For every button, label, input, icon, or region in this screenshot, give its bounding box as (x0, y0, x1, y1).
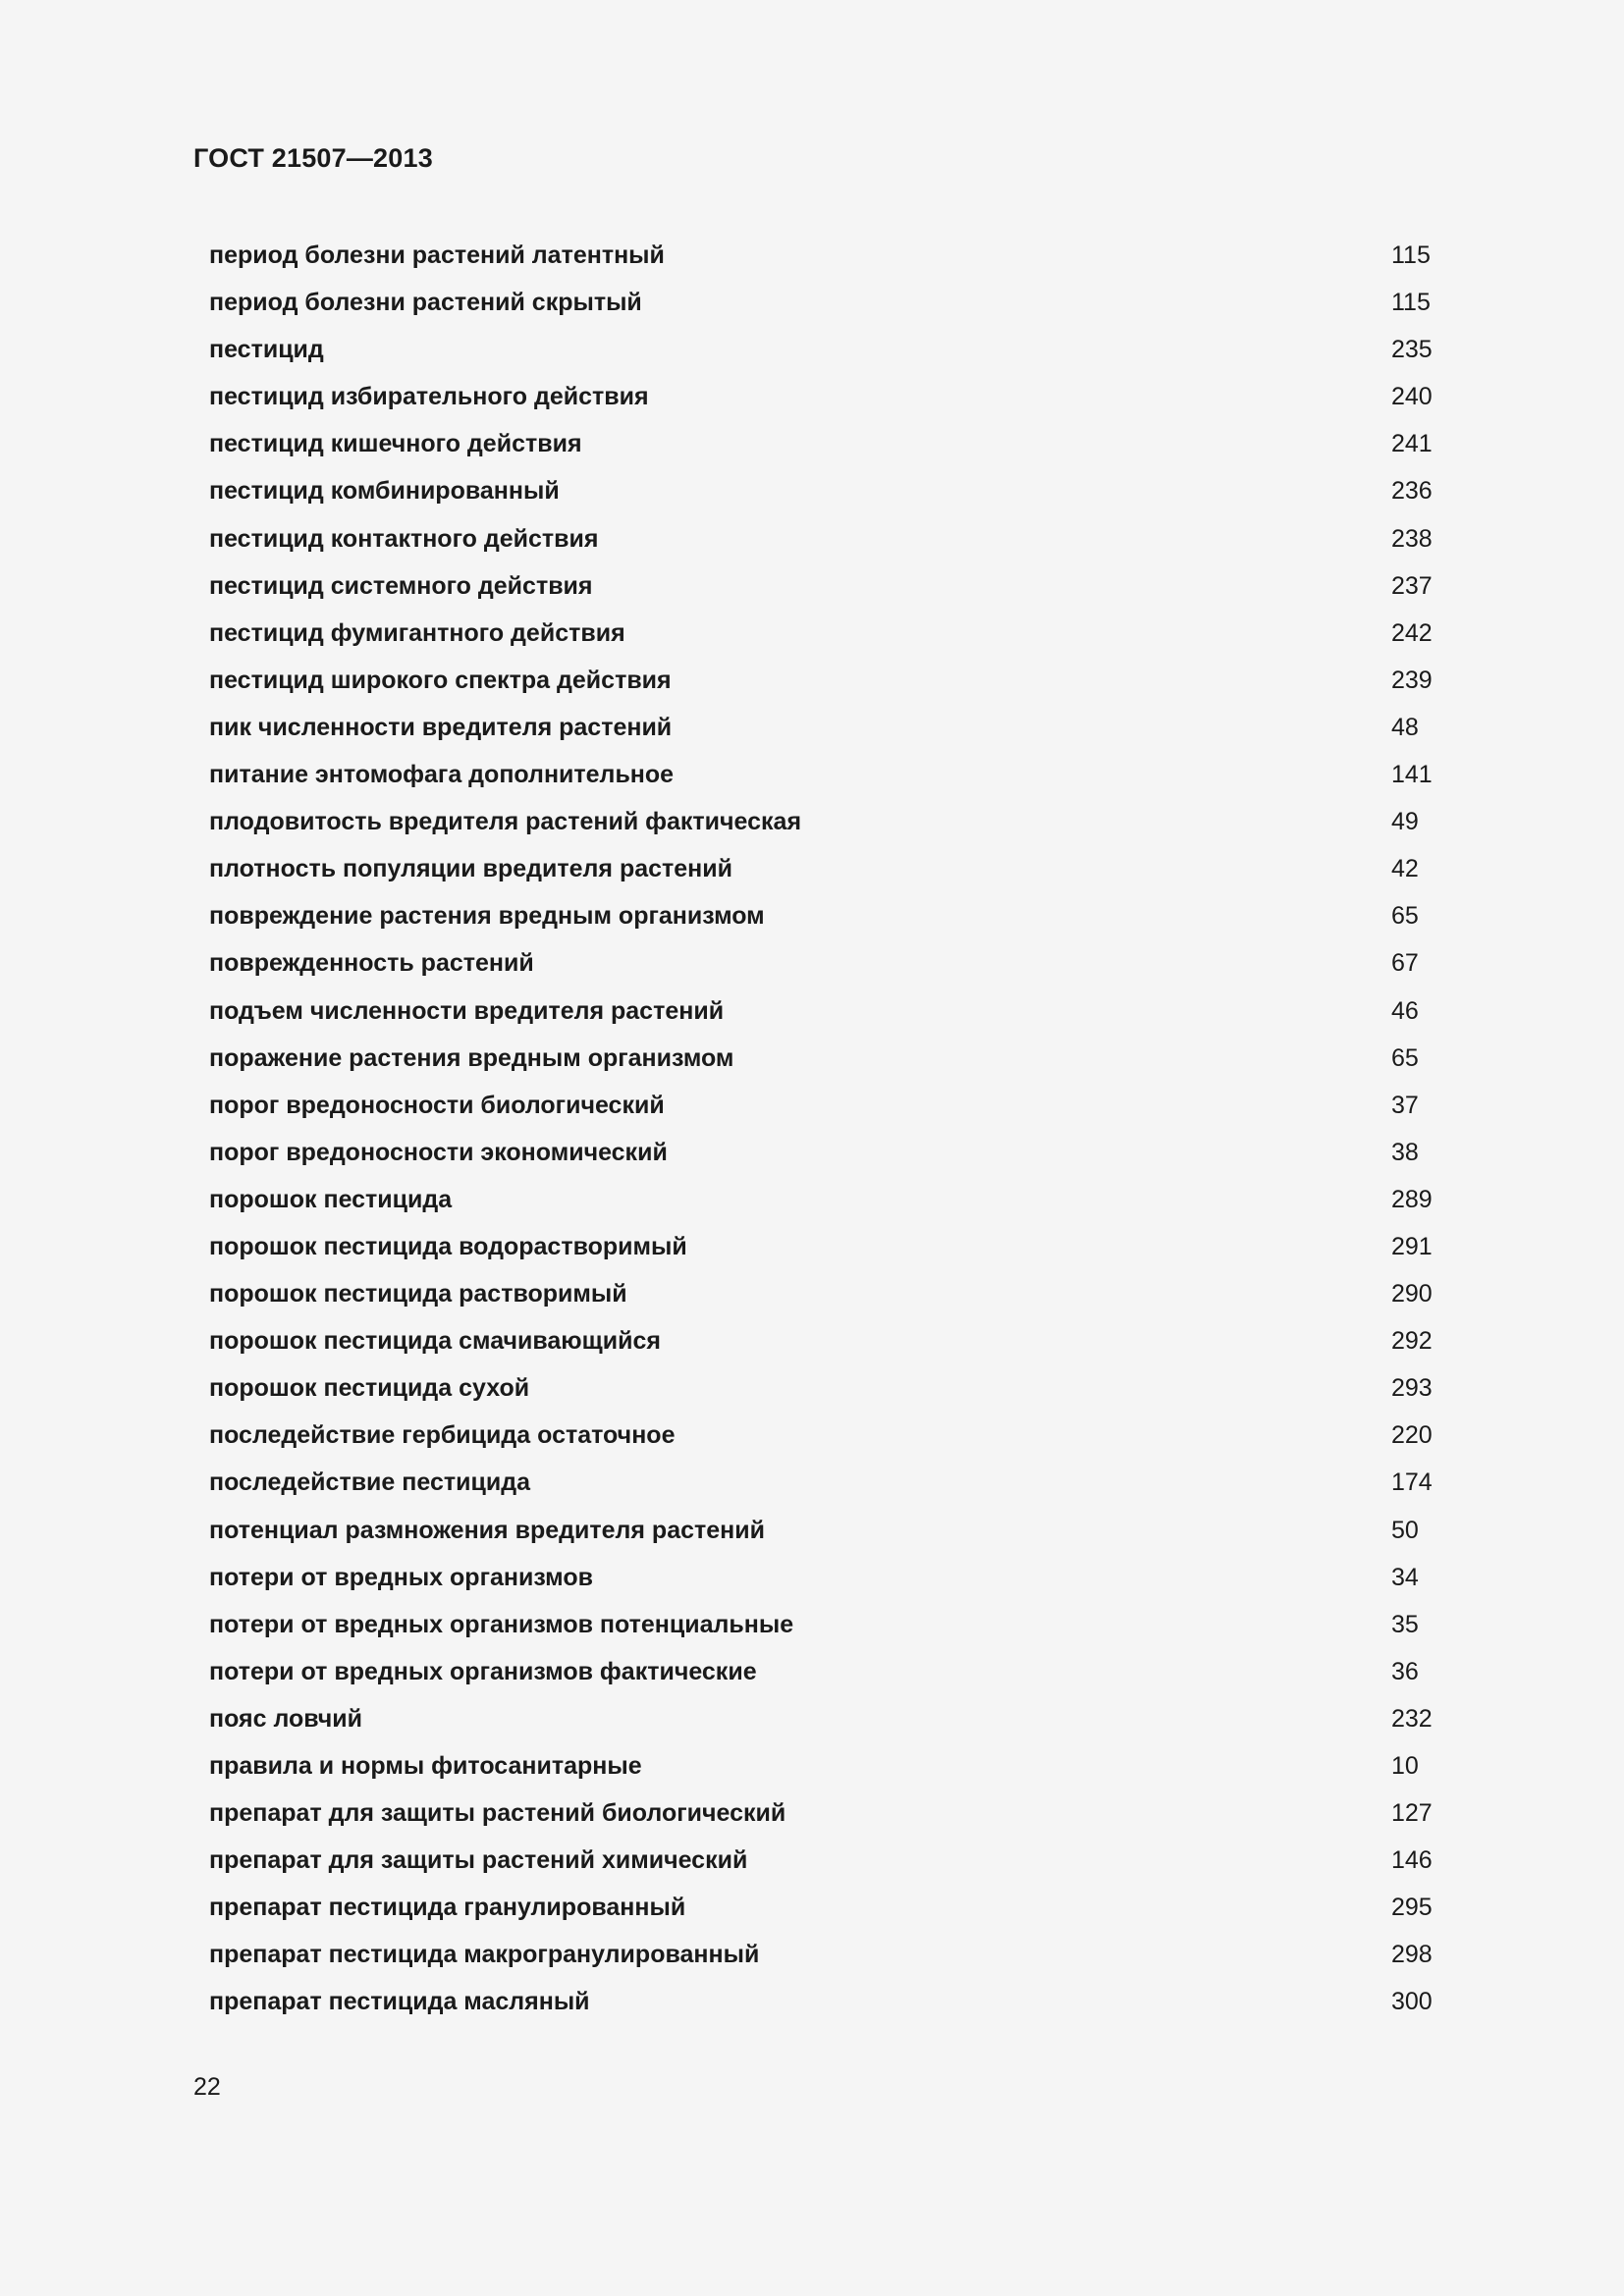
index-row (209, 1703, 1446, 1750)
index-reference-number: 46 (1391, 996, 1419, 1025)
index-row (209, 806, 1446, 853)
index-reference-number: 236 (1391, 477, 1433, 506)
index-row (209, 287, 1446, 334)
index-reference-number: 141 (1391, 761, 1433, 789)
index-row (209, 1278, 1446, 1325)
index-term: период болезни растений скрытый (209, 289, 642, 317)
index-row (209, 900, 1446, 947)
index-term: пестицид широкого спектра действия (209, 666, 672, 694)
index-term: порошок пестицида смачивающийся (209, 1327, 661, 1356)
index-row (209, 1939, 1446, 1986)
index-term: плотность популяции вредителя растений (209, 855, 733, 883)
index-row (209, 995, 1446, 1042)
index-term: пестицид фумигантного действия (209, 618, 625, 647)
index-row (209, 1750, 1446, 1797)
index-row (209, 1419, 1446, 1467)
index-reference-number: 239 (1391, 666, 1433, 694)
index-reference-number: 10 (1391, 1752, 1419, 1780)
index-row (209, 712, 1446, 759)
index-reference-number: 300 (1391, 1988, 1433, 2016)
index-row (209, 947, 1446, 994)
index-reference-number: 36 (1391, 1657, 1419, 1685)
index-row (209, 1042, 1446, 1090)
index-term: поврежденность растений (209, 949, 534, 978)
index-row (209, 1372, 1446, 1419)
index-reference-number: 115 (1391, 241, 1431, 269)
index-term: повреждение растения вредным организмом (209, 902, 765, 931)
index-reference-number: 240 (1391, 383, 1433, 411)
index-term: поражение растения вредным организмом (209, 1043, 734, 1072)
index-term: пик численности вредителя растений (209, 713, 673, 741)
index-row (209, 523, 1446, 570)
index-row (209, 475, 1446, 522)
index-term: потери от вредных организмов фактические (209, 1657, 757, 1685)
index-term: порог вредоносности экономический (209, 1138, 668, 1166)
index-reference-number: 290 (1391, 1280, 1433, 1308)
index-term: потери от вредных организмов потенциальные (209, 1610, 794, 1638)
index-row (209, 240, 1446, 287)
index-reference-number: 298 (1391, 1941, 1433, 1969)
index-reference-number: 48 (1391, 713, 1419, 741)
document-header: ГОСТ 21507—2013 (193, 143, 433, 173)
index-term: период болезни растений латентный (209, 241, 665, 269)
index-reference-number: 65 (1391, 902, 1419, 931)
index-reference-number: 127 (1391, 1799, 1433, 1828)
index-term: порошок пестицида (209, 1185, 453, 1213)
index-reference-number: 232 (1391, 1704, 1433, 1733)
index-term: пестицид контактного действия (209, 524, 599, 553)
index-row (209, 759, 1446, 806)
index-term: потенциал размножения вредителя растений (209, 1516, 765, 1544)
index-row (209, 1986, 1446, 2033)
index-term: препарат пестицида гранулированный (209, 1894, 686, 1922)
index-term: пестицид (209, 336, 324, 364)
index-reference-number: 50 (1391, 1516, 1419, 1544)
index-term: пестицид избирательного действия (209, 383, 649, 411)
index-row (209, 1515, 1446, 1562)
index-term: пестицид комбинированный (209, 477, 560, 506)
index-term: последействие гербицида остаточное (209, 1421, 676, 1450)
index-row (209, 853, 1446, 900)
index-row (209, 1656, 1446, 1703)
index-reference-number: 292 (1391, 1327, 1433, 1356)
index-reference-number: 235 (1391, 336, 1433, 364)
index-row (209, 1609, 1446, 1656)
index-term: препарат для защиты растений биологический (209, 1799, 786, 1828)
index-row (209, 617, 1446, 665)
index-term: потери от вредных организмов (209, 1563, 593, 1591)
index-reference-number: 38 (1391, 1138, 1419, 1166)
index-reference-number: 174 (1391, 1468, 1433, 1497)
index-reference-number: 289 (1391, 1185, 1433, 1213)
index-row (209, 428, 1446, 475)
index-row (209, 570, 1446, 617)
index-reference-number: 242 (1391, 618, 1433, 647)
index-term: пестицид кишечного действия (209, 430, 582, 458)
index-reference-number: 237 (1391, 571, 1433, 600)
index-row (209, 1892, 1446, 1939)
index-reference-number: 42 (1391, 855, 1419, 883)
index-term: питание энтомофага дополнительное (209, 761, 675, 789)
index-term: препарат пестицида макрогранулированный (209, 1941, 760, 1969)
index-row (209, 381, 1446, 428)
index-reference-number: 220 (1391, 1421, 1433, 1450)
index-row (209, 1797, 1446, 1844)
index-reference-number: 238 (1391, 524, 1433, 553)
index-row (209, 1184, 1446, 1231)
index-row (209, 1467, 1446, 1514)
index-row (209, 1137, 1446, 1184)
index-reference-number: 35 (1391, 1610, 1419, 1638)
index-row (209, 1844, 1446, 1892)
index-term: плодовитость вредителя растений фактическая (209, 808, 802, 836)
index-reference-number: 291 (1391, 1232, 1433, 1260)
index-term: препарат для защиты растений химический (209, 1846, 748, 1875)
index-term: пояс ловчий (209, 1704, 362, 1733)
index-term: препарат пестицида масляный (209, 1988, 590, 2016)
index-row (209, 334, 1446, 381)
index-term: порошок пестицида сухой (209, 1374, 530, 1403)
index-reference-number: 37 (1391, 1091, 1419, 1119)
index-term: подъем численности вредителя растений (209, 996, 725, 1025)
index-row (209, 1562, 1446, 1609)
index-row (209, 1231, 1446, 1278)
index-reference-number: 67 (1391, 949, 1419, 978)
index-reference-number: 295 (1391, 1894, 1433, 1922)
index-row (209, 665, 1446, 712)
page-number: 22 (193, 2073, 221, 2101)
index-reference-number: 49 (1391, 808, 1419, 836)
index-reference-number: 146 (1391, 1846, 1433, 1875)
index-term: порошок пестицида растворимый (209, 1280, 627, 1308)
index-term: последействие пестицида (209, 1468, 530, 1497)
index-reference-number: 34 (1391, 1563, 1419, 1591)
index-term: пестицид системного действия (209, 571, 593, 600)
index-reference-number: 115 (1391, 289, 1431, 317)
index-row (209, 1090, 1446, 1137)
index-reference-number: 293 (1391, 1374, 1433, 1403)
index-term: правила и нормы фитосанитарные (209, 1752, 642, 1780)
index-reference-number: 65 (1391, 1043, 1419, 1072)
index-term: порошок пестицида водорастворимый (209, 1232, 687, 1260)
index-term: порог вредоносности биологический (209, 1091, 665, 1119)
alphabetical-index (209, 240, 1446, 2034)
index-row (209, 1325, 1446, 1372)
index-reference-number: 241 (1391, 430, 1433, 458)
